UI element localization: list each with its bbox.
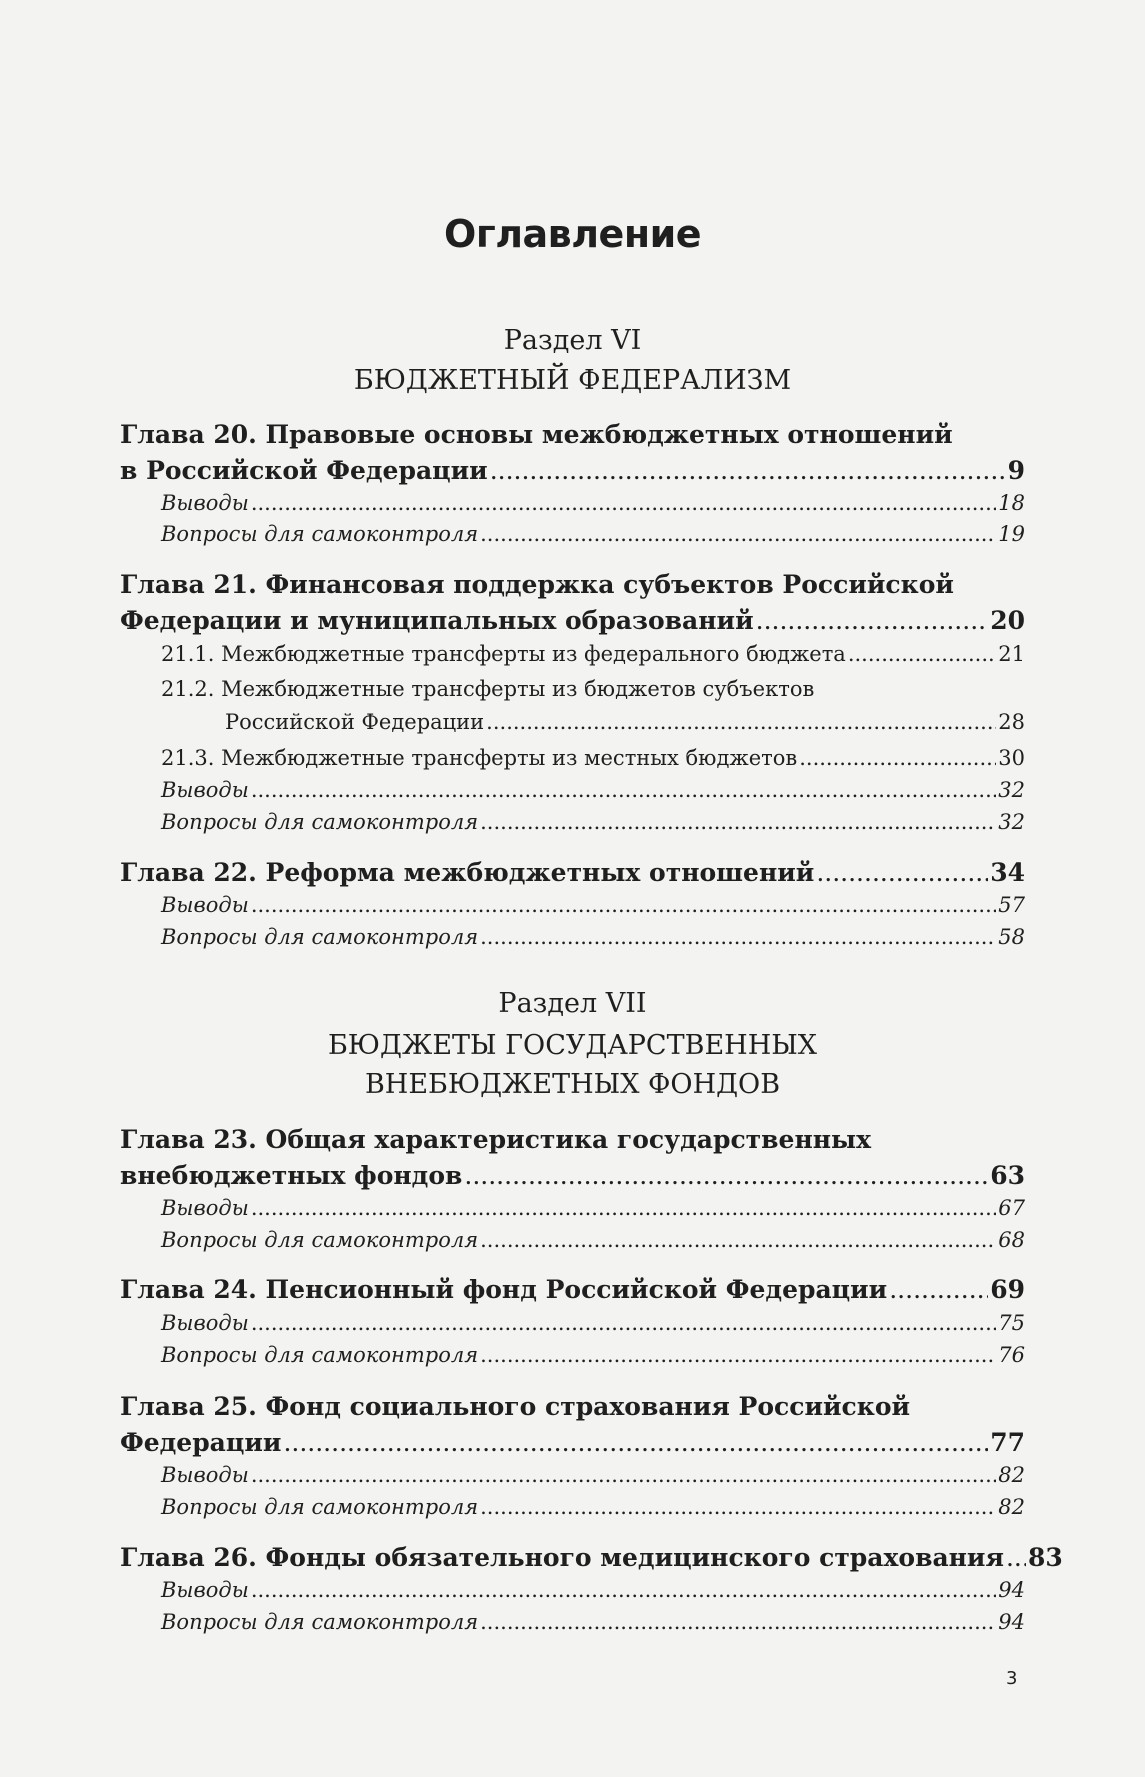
dot-leader — [816, 858, 988, 887]
section-7-name-line1: БЮДЖЕТЫ ГОСУДАРСТВЕННЫХ — [327, 1030, 818, 1061]
toc-entry-chapter-23[interactable] — [120, 1161, 1025, 1190]
chapter-21-title-line1: Глава 21. Финансовая поддержка субъектов Российской — [120, 570, 954, 599]
toc-entry-ch26-questions[interactable] — [120, 1610, 1025, 1634]
toc-entry-ch20-conclusions[interactable] — [120, 491, 1025, 515]
page-ref: 83 — [1027, 1543, 1063, 1572]
dot-leader — [480, 1610, 996, 1634]
dot-leader — [480, 1228, 996, 1252]
page-ref: 57 — [998, 893, 1025, 917]
dot-leader — [848, 642, 996, 666]
toc-entry-chapter-25[interactable] — [120, 1428, 1025, 1457]
page-ref: 32 — [998, 810, 1025, 834]
entry-label: Выводы — [161, 893, 249, 917]
page-ref: 77 — [990, 1428, 1025, 1457]
toc-entry-ch22-questions[interactable] — [120, 925, 1025, 949]
page-ref: 28 — [998, 710, 1025, 734]
dot-leader — [480, 925, 996, 949]
dot-leader — [480, 810, 996, 834]
page-ref: 18 — [998, 491, 1025, 515]
toc-entry-chapter-24[interactable] — [120, 1275, 1025, 1304]
toc-entry-chapter-21[interactable] — [120, 606, 1025, 635]
toc-entry-ch22-conclusions[interactable] — [120, 893, 1025, 917]
chapter-20-title-line2: в Российской Федерации — [120, 456, 488, 485]
page-title: Оглавление — [444, 212, 701, 256]
toc-entry-chapter-20[interactable] — [120, 456, 1025, 485]
entry-label: Вопросы для самоконтроля — [161, 1343, 479, 1367]
page-ref: 20 — [990, 606, 1025, 635]
dot-leader — [251, 1196, 996, 1220]
toc-entry-chapter-26[interactable] — [120, 1543, 1063, 1572]
section-7-name-line2: ВНЕБЮДЖЕТНЫХ ФОНДОВ — [364, 1069, 781, 1100]
page-ref: 21 — [998, 642, 1025, 666]
page-ref: 19 — [998, 522, 1025, 546]
toc-entry-ch26-conclusions[interactable] — [120, 1578, 1025, 1602]
toc-entry-ch23-questions[interactable] — [120, 1228, 1025, 1252]
section-6-name: БЮДЖЕТНЫЙ ФЕДЕРАЛИЗМ — [353, 365, 792, 396]
page-ref: 82 — [998, 1495, 1025, 1519]
entry-label: Глава 22. Реформа межбюджетных отношений — [120, 858, 815, 887]
dot-leader — [480, 1495, 996, 1519]
dot-leader — [283, 1428, 988, 1457]
dot-leader — [251, 778, 996, 802]
dot-leader — [480, 522, 996, 546]
page-ref: 68 — [998, 1228, 1025, 1252]
toc-entry-21-3[interactable] — [120, 746, 1025, 770]
toc-entry-21-1[interactable] — [120, 642, 1025, 666]
entry-label: Выводы — [161, 778, 249, 802]
page-ref: 9 — [1007, 456, 1025, 485]
toc-entry-21-2[interactable] — [120, 710, 1025, 734]
dot-leader — [1006, 1543, 1026, 1572]
entry-label: Глава 24. Пенсионный фонд Российской Федерации — [120, 1275, 888, 1304]
entry-label: Российской Федерации — [225, 710, 485, 734]
dot-leader — [251, 1463, 996, 1487]
entry-label: Вопросы для самоконтроля — [161, 925, 479, 949]
chapter-21-title-line2: Федерации и муниципальных образований — [120, 606, 754, 635]
chapter-20-title-line1: Глава 20. Правовые основы межбюджетных отношений — [120, 420, 953, 449]
toc-entry-ch20-questions[interactable] — [120, 522, 1025, 546]
page-ref: 82 — [998, 1463, 1025, 1487]
toc-entry-chapter-22[interactable] — [120, 858, 1025, 887]
dot-leader — [251, 893, 996, 917]
entry-label: Вопросы для самоконтроля — [161, 522, 479, 546]
dot-leader — [799, 746, 996, 770]
entry-label: Выводы — [161, 491, 249, 515]
entry-label: Выводы — [161, 1578, 249, 1602]
page-ref: 63 — [990, 1161, 1025, 1190]
section-7-heading: Раздел VII — [498, 988, 647, 1019]
toc-entry-ch24-questions[interactable] — [120, 1343, 1025, 1367]
entry-label: Выводы — [161, 1196, 249, 1220]
dot-leader — [756, 606, 989, 635]
page-ref: 94 — [998, 1610, 1025, 1634]
page-ref: 58 — [998, 925, 1025, 949]
chapter-23-title-line1: Глава 23. Общая характеристика государственных — [120, 1125, 872, 1154]
page-ref: 67 — [998, 1196, 1025, 1220]
dot-leader — [464, 1161, 988, 1190]
entry-label: Глава 26. Фонды обязательного медицинского страхования — [120, 1543, 1004, 1572]
page-ref: 34 — [990, 858, 1025, 887]
dot-leader — [251, 1311, 996, 1335]
toc-entry-ch23-conclusions[interactable] — [120, 1196, 1025, 1220]
page-ref: 30 — [998, 746, 1025, 770]
page-ref: 75 — [998, 1311, 1025, 1335]
section-6-heading: Раздел VI — [503, 325, 642, 356]
toc-entry-ch21-questions[interactable] — [120, 810, 1025, 834]
toc-entry-ch25-questions[interactable] — [120, 1495, 1025, 1519]
entry-label: Выводы — [161, 1463, 249, 1487]
dot-leader — [251, 1578, 996, 1602]
dot-leader — [251, 491, 996, 515]
dot-leader — [889, 1275, 988, 1304]
entry-label: 21.1. Межбюджетные трансферты из федерального бюджета — [161, 642, 846, 666]
toc-entry-ch21-conclusions[interactable] — [120, 778, 1025, 802]
entry-label: 21.3. Межбюджетные трансферты из местных бюджетов — [161, 746, 798, 770]
page-ref: 94 — [998, 1578, 1025, 1602]
page-ref: 32 — [998, 778, 1025, 802]
dot-leader — [480, 1343, 996, 1367]
page-number: 3 — [1006, 1668, 1018, 1689]
toc-entry-ch24-conclusions[interactable] — [120, 1311, 1025, 1335]
chapter-25-title-line1: Глава 25. Фонд социального страхования Российской — [120, 1392, 911, 1421]
chapter-23-title-line2: внебюджетных фондов — [120, 1161, 463, 1190]
entry-label: Выводы — [161, 1311, 249, 1335]
entry-label: Вопросы для самоконтроля — [161, 1610, 479, 1634]
para-21-2-line1: 21.2. Межбюджетные трансферты из бюджетов субъектов — [161, 677, 815, 701]
entry-label: Вопросы для самоконтроля — [161, 1228, 479, 1252]
page-ref: 76 — [998, 1343, 1025, 1367]
entry-label: Вопросы для самоконтроля — [161, 810, 479, 834]
page-ref: 69 — [990, 1275, 1025, 1304]
toc-entry-ch25-conclusions[interactable] — [120, 1463, 1025, 1487]
dot-leader — [486, 710, 996, 734]
dot-leader — [490, 456, 1006, 485]
entry-label: Вопросы для самоконтроля — [161, 1495, 479, 1519]
chapter-25-title-line2: Федерации — [120, 1428, 282, 1457]
